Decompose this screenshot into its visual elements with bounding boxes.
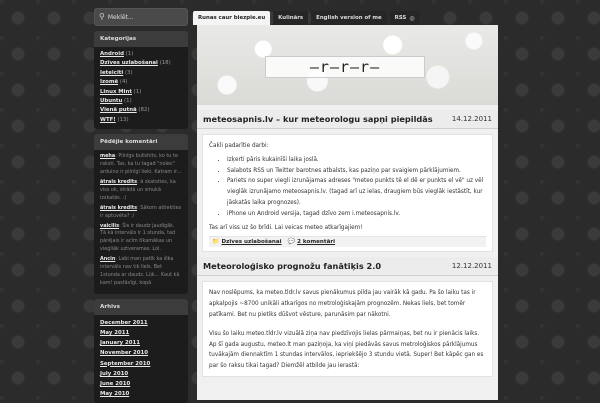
recent-comments-widget [94, 134, 188, 294]
post-title-link[interactable]: Meteoroloģisko prognožu fanātiķis 2.0 [203, 261, 382, 272]
rss-icon: ◎ [409, 14, 415, 22]
folder-icon: 📁 [212, 238, 220, 246]
category-link[interactable]: Dzīves uzlabošanai [100, 60, 158, 67]
category-count: (1) [124, 98, 132, 105]
archive-item [100, 379, 182, 389]
post-bullet-list [209, 155, 486, 220]
comment-author-link[interactable]: ātrais kredīts [100, 178, 138, 185]
post-paragraph: Nav noslēpums, ka meteo.tldr.lv savus pienākumus pilda jau vairāk kā gadu. Pa šo laiku tas ir apkalpojis ~8700 unikāli atkarīgos no metroloģiskajām prognozēm. Nekas liels, bet tomēr patīkami. Bet nu pietiks dūšvot vēsture, parunāsim par nākotni. [209, 290, 476, 318]
category-item [100, 78, 182, 87]
tab-rss[interactable] [390, 11, 420, 25]
recent-comment-item [100, 153, 182, 177]
category-link[interactable]: Dzīves uzlabošanai [221, 239, 282, 246]
category-link[interactable]: Vienā putnā [100, 107, 137, 114]
comment-icon: 💬 [287, 238, 296, 246]
category-link[interactable]: Ieteicīti [100, 69, 124, 76]
category-link[interactable]: Ubuntu [100, 98, 123, 105]
comment-author-link[interactable]: ātrais kredīts [100, 204, 138, 211]
category-link[interactable]: Android [100, 51, 124, 57]
comment-excerpt: : ā skatoties, ka viss ok, strādā un smukā izskatās. :) [100, 178, 176, 201]
category-count: (82) [138, 107, 150, 114]
post-body [202, 134, 493, 252]
comment-excerpt: : Labi man patīk ka šīka intervāls nav tik liels. Bet 1stunda ar daudz. Lūk... Kaut kā kam! pastāvīgi, kopā [100, 256, 180, 286]
archive-item [100, 338, 182, 348]
main-content [197, 25, 498, 400]
post-bullet: • iPhone un Android versija, tagad dzīvo zem i.meteosapnis.lv. [227, 209, 486, 220]
categories-list [94, 47, 188, 129]
recent-comment-item [100, 256, 182, 288]
category-count: (18) [159, 60, 171, 67]
category-item [100, 59, 182, 68]
archive-link[interactable]: January 2011 [100, 340, 141, 347]
search-box[interactable] [94, 8, 188, 26]
category-link[interactable]: WTF! [100, 116, 116, 123]
category-count: (4) [119, 79, 128, 86]
post-bullet: • Izķerti pāris kukainīši laika joslā. [227, 155, 486, 166]
post-header [197, 110, 498, 129]
archive-list [94, 315, 188, 403]
comment-excerpt: : Sākom attiekties ir aptuvēta? :/ [100, 204, 182, 219]
post-date: 12.12.2011 [451, 262, 492, 271]
archive-link[interactable]: May 2011 [100, 329, 130, 336]
archive-link[interactable]: May 2010 [100, 391, 130, 398]
category-count: (13) [117, 116, 129, 123]
top-nav-tabs [193, 11, 420, 25]
archive-item [100, 389, 182, 399]
category-item [100, 88, 182, 97]
tab-label: RSS [394, 15, 407, 21]
archive-item [100, 369, 182, 379]
category-link[interactable]: Izomē [100, 79, 119, 86]
tab-english-version-of-me[interactable] [311, 11, 387, 25]
post-paragraph: Visu šo laiku meteo.tldr.lv vizuālā ziņa nav piedzīvojis lielas pārmaiņas, bet nu ir pienācis laiks. Ap šī gada augustu, meteo.lt man paziņoja, ka viņi piedāvās savus metroloģiskos pārklājumus tuvākajām diennaktīm 1 stundas intervālos, iepriekšējo 3 stundu vietā. Super! Bet kāpēc gan es par šo raksu tikai tagad? Diemžēl atbilde jau ierastā: [209, 330, 484, 370]
tab-label: Kulinārs [278, 15, 304, 21]
archive-widget [94, 299, 188, 403]
post-date: 14.12.2011 [451, 115, 492, 123]
category-item [100, 116, 182, 125]
category-count: (1) [125, 51, 134, 57]
tab-kulin-rs[interactable] [273, 11, 308, 25]
category-count: (1) [133, 88, 142, 95]
post-outro: Tas arī viss uz šo brīdi. Lai veicas meteo atkarīgajiem! [209, 224, 363, 231]
post-bullet: • Salabots RSS un Twitter barotnes atbalsts, kas paziņo par svaigiem pārklājumiem. [227, 166, 486, 177]
categories-title: Kategorijas [94, 31, 188, 47]
archive-link[interactable]: June 2010 [100, 380, 131, 387]
search-input[interactable] [108, 14, 182, 21]
recent-comment-item [100, 179, 182, 203]
category-link[interactable]: Linux Mint [100, 88, 132, 95]
header-banner [197, 25, 498, 105]
archive-item [100, 328, 182, 338]
category-item [100, 69, 182, 78]
comment-author-link[interactable]: meha [100, 153, 116, 160]
comment-author-link[interactable]: Ancin [100, 256, 116, 263]
site-logo[interactable]: —r—r—r— [265, 56, 425, 78]
category-item [100, 50, 182, 59]
archive-link[interactable]: July 2010 [100, 370, 129, 377]
comments-link[interactable]: 2 komentāri [297, 239, 336, 246]
categories-widget [94, 31, 188, 129]
archive-item [100, 348, 182, 358]
post-bullet: • Pariets no super viegli izrunājamas adreses "meteo punkts tē el dē er punkts el vē" uz vēl vieglāk izrunājamo meteosapnis.lv. (tagad arī uz ielas, draugiem būs vieglāk iestāstīt, kur jāskatās laika prognozes). [227, 176, 486, 208]
post-comments [288, 237, 335, 247]
category-count: (3) [124, 69, 133, 76]
recent-comments-list [94, 150, 188, 294]
archive-item [100, 318, 182, 328]
archive-link[interactable]: December 2011 [100, 319, 148, 326]
comment-author-link[interactable]: vaicīlis [100, 222, 120, 229]
recent-comment-item [100, 205, 182, 221]
post-body [202, 281, 493, 377]
category-item [100, 97, 182, 106]
recent-comments-title: Pēdējie komentāri [94, 134, 188, 150]
archive-title: Arhīvs [94, 299, 188, 315]
post-header [197, 257, 498, 276]
post-meta [209, 236, 486, 247]
search-icon[interactable]: ⚲ [99, 12, 105, 21]
post-title-link[interactable]: meteosapnis.lv – kur meteorologu sapņi piepildās [203, 114, 433, 124]
comment-excerpt: : Pilnīgs bullshits, ko tu te raksti. Tas, ka tu tagad "nolec" arduino ir pilnīgi lieki. Katram ir... [100, 153, 182, 176]
comment-excerpt: : Šis ir daudz jaudīgāk. Tā kā intervāls ir 1 stunda, tad pārējais ir acīm tīkamākas un viegliāk uztveramas. Lol. [100, 222, 176, 253]
archive-item [100, 359, 182, 369]
tab-label: English version of me [316, 15, 382, 21]
sidebar [94, 8, 188, 403]
tab-label: Runas caur biezpie.eu [198, 15, 266, 21]
tab-runas-caur-biezpie-eu[interactable] [193, 11, 270, 25]
archive-link[interactable]: November 2010 [100, 350, 149, 357]
category-item [100, 106, 182, 115]
recent-comment-item [100, 223, 182, 255]
post-category [212, 237, 282, 247]
post-intro: Čakli padarītie darbi: [209, 143, 269, 149]
archive-link[interactable]: September 2010 [100, 360, 151, 367]
